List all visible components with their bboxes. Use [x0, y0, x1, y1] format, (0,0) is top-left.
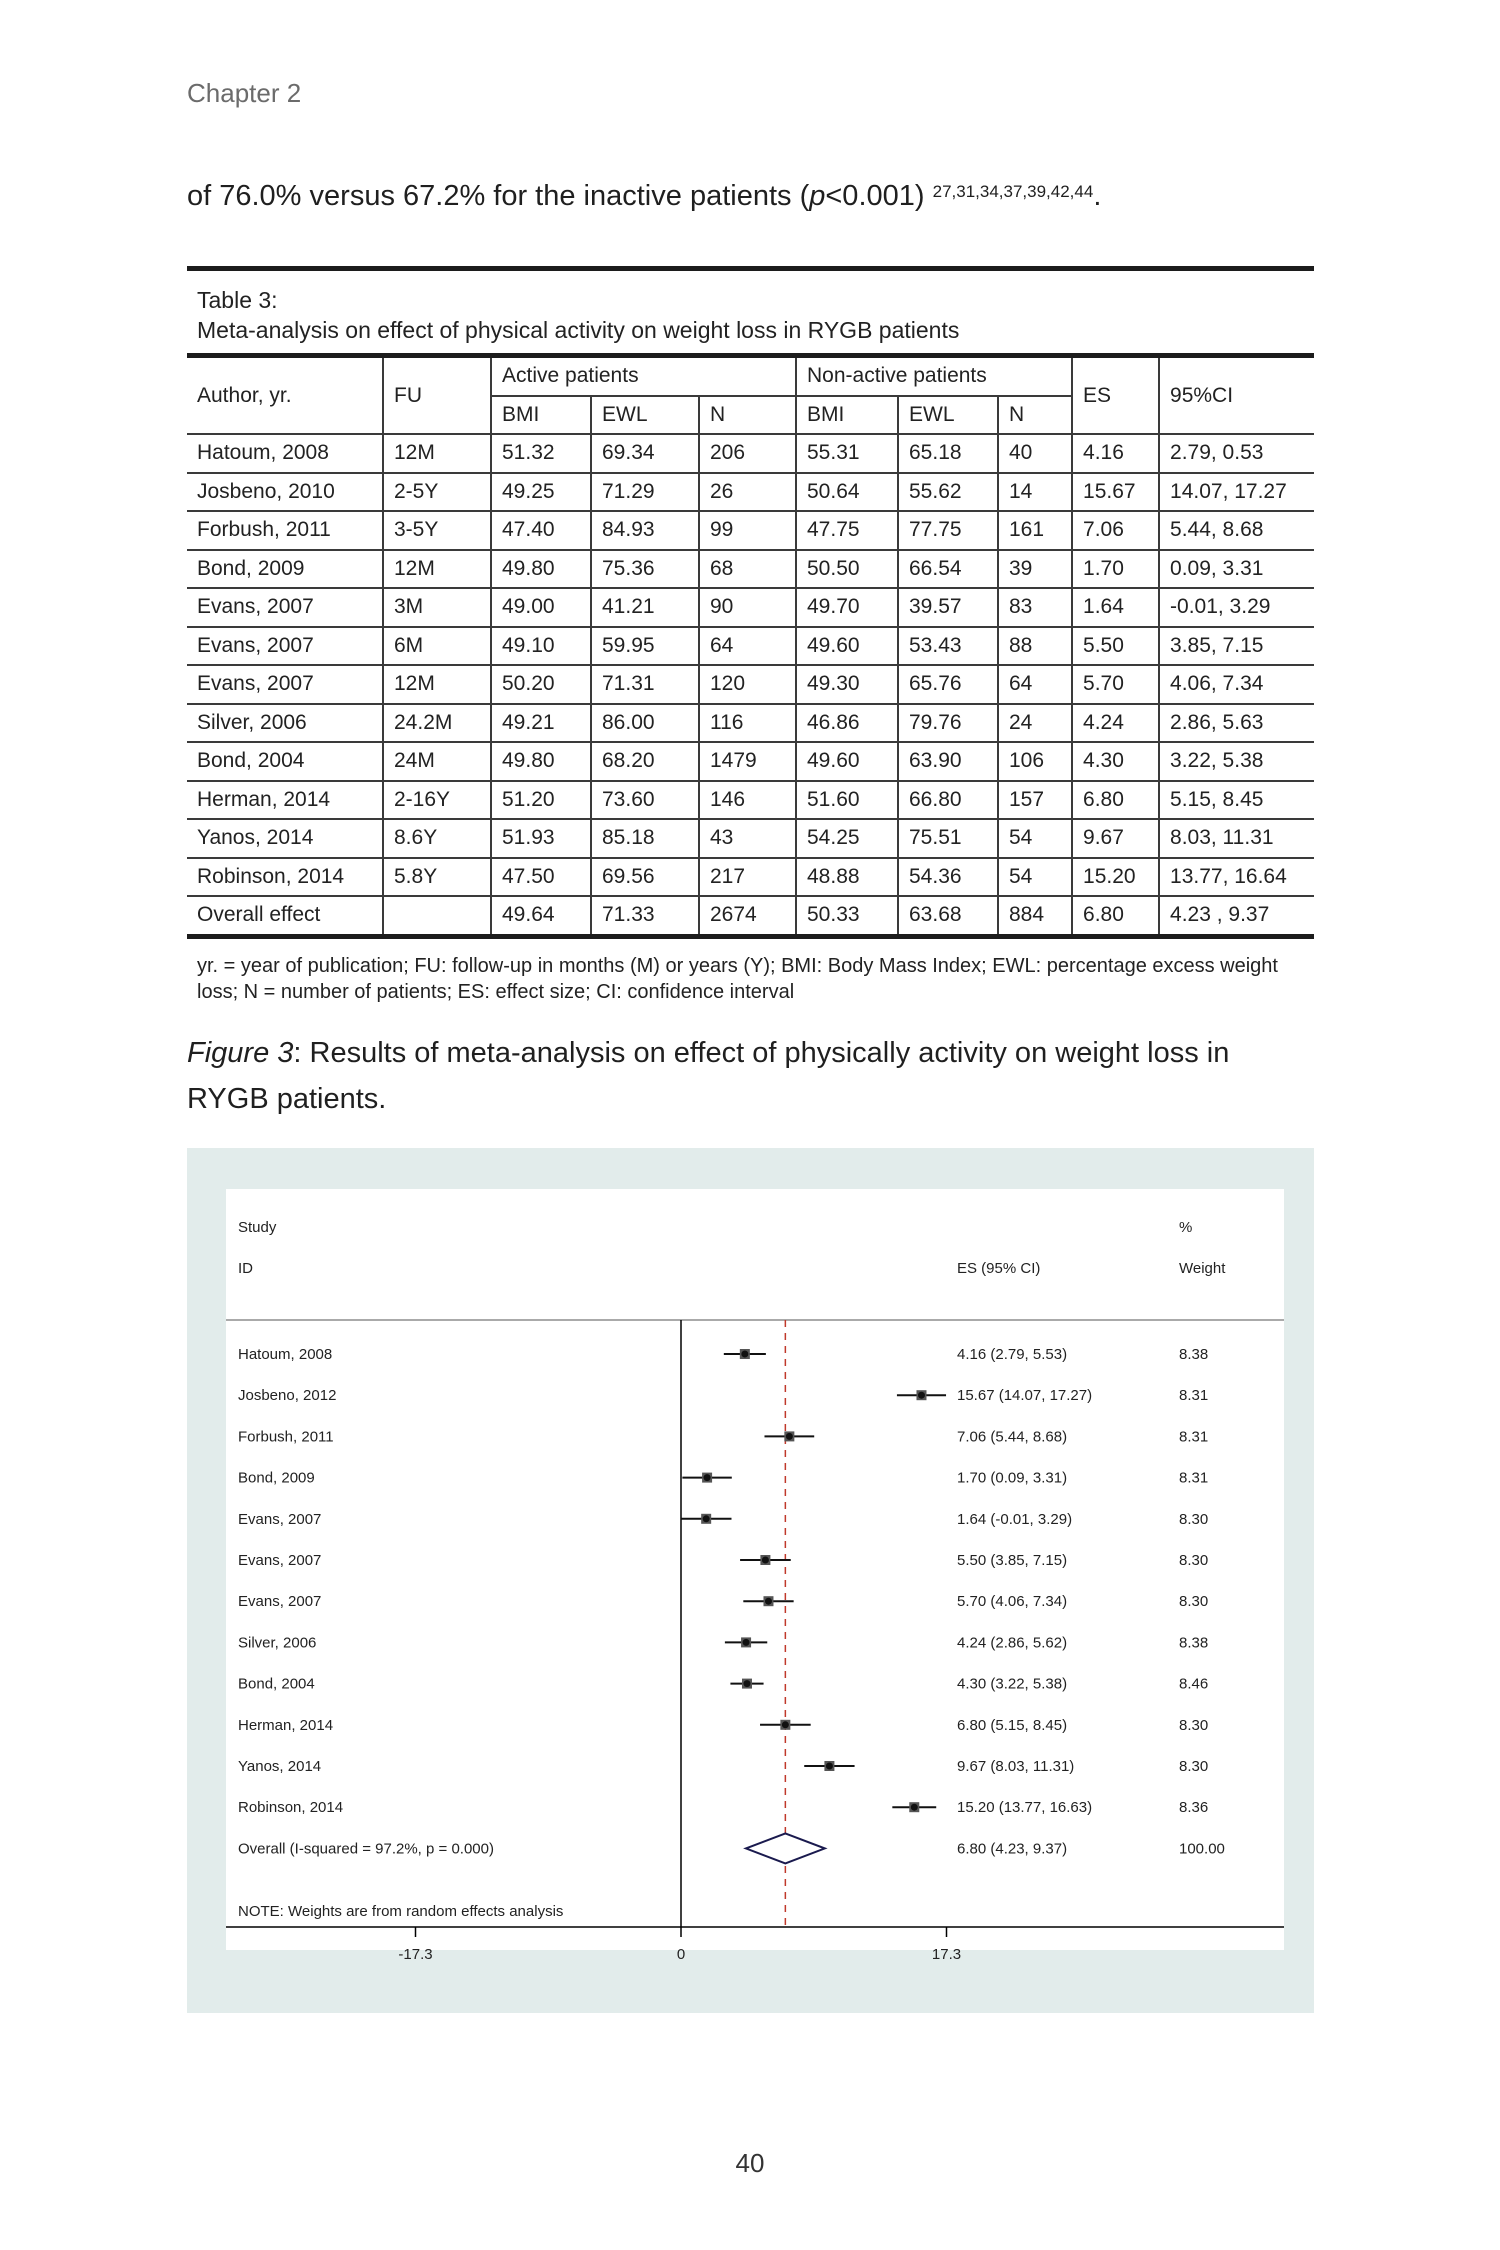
table-row: [187, 434, 1314, 473]
intro-p-italic: p: [809, 180, 826, 212]
cell-fu: 3M: [383, 588, 491, 627]
cell-es: 15.67: [1072, 473, 1159, 512]
cell-active-ewl: 75.36: [591, 550, 699, 589]
cell-nonactive-ewl: 66.80: [898, 781, 998, 820]
cell-ci: 3.22, 5.38: [1159, 742, 1314, 781]
cell-fu: 8.6Y: [383, 819, 491, 858]
cell-nonactive-bmi: 49.60: [796, 742, 898, 781]
study-point: [826, 1763, 833, 1770]
study-weight: 8.31: [1179, 1428, 1209, 1446]
forest-plot-svg: [226, 1189, 1284, 1963]
cell-es: 5.50: [1072, 627, 1159, 666]
study-label: Hatoum, 2008: [238, 1346, 333, 1363]
cell-fu: 2-16Y: [383, 781, 491, 820]
cell-ci: -0.01, 3.29: [1159, 588, 1314, 627]
cell-active-bmi: 51.20: [491, 781, 591, 820]
cell-active-n: 1479: [699, 742, 796, 781]
cell-active-ewl: 71.31: [591, 665, 699, 704]
cell-nonactive-n: 88: [998, 627, 1072, 666]
header-es-ci: ES (95% CI): [957, 1260, 1041, 1277]
table-row: [187, 781, 1314, 820]
header-weight: Weight: [1179, 1260, 1226, 1277]
cell-nonactive-ewl: 65.18: [898, 434, 998, 473]
table-title: [187, 271, 1314, 353]
cell-active-n: 26: [699, 473, 796, 512]
study-point: [743, 1680, 750, 1687]
cell-active-ewl: 69.56: [591, 858, 699, 897]
cell-nonactive-ewl: 55.62: [898, 473, 998, 512]
cell-active-ewl: 59.95: [591, 627, 699, 666]
table-footnote: yr. = year of publication; FU: follow-up in months (M) or years (Y); BMI: Body Mass Index; EWL: percentage excess weight loss; N = number of patients; ES: effect size; CI: confidence interval: [197, 954, 1278, 1003]
cell-ci: 2.79, 0.53: [1159, 434, 1314, 473]
cell-ci: 4.23 , 9.37: [1159, 896, 1314, 936]
header-nonactive: Non-active patients: [796, 356, 1072, 396]
study-label: Evans, 2007: [238, 1593, 322, 1611]
figure-caption-text: : Results of meta-analysis on effect of physically activity on weight loss in RYGB patients.: [187, 1037, 1230, 1115]
forest-plot-panel: [187, 1148, 1314, 2013]
cell-fu: 12M: [383, 434, 491, 473]
cell-es: 4.30: [1072, 742, 1159, 781]
cell-active-ewl: 41.21: [591, 588, 699, 627]
study-es-text: 5.50 (3.85, 7.15): [957, 1552, 1068, 1569]
study-weight: 8.30: [1179, 1510, 1209, 1528]
table-row: [187, 627, 1314, 666]
study-point: [782, 1721, 789, 1728]
cell-fu: 5.8Y: [383, 858, 491, 897]
x-tick-label: 0: [676, 1946, 686, 1963]
data-table: [187, 353, 1314, 939]
table-row: [187, 511, 1314, 550]
cell-nonactive-bmi: 47.75: [796, 511, 898, 550]
cell-nonactive-n: 54: [998, 858, 1072, 897]
header-nonactive-ewl: EWL: [898, 396, 998, 435]
table-row: [187, 742, 1314, 781]
header-es: ES: [1072, 356, 1159, 435]
cell-es: 7.06: [1072, 511, 1159, 550]
page-header: Chapter 2: [187, 78, 302, 108]
cell-nonactive-n: 39: [998, 550, 1072, 589]
cell-nonactive-bmi: 50.50: [796, 550, 898, 589]
intro-text: of 76.0% versus 67.2% for the inactive patients (: [187, 180, 810, 212]
cell-es: 15.20: [1072, 858, 1159, 897]
intro-end: .: [1093, 180, 1102, 212]
cell-active-n: 116: [699, 704, 796, 743]
cell-nonactive-ewl: 39.57: [898, 588, 998, 627]
cell-es: 5.70: [1072, 665, 1159, 704]
study-label: Silver, 2006: [238, 1634, 317, 1652]
cell-active-ewl: 71.29: [591, 473, 699, 512]
cell-active-n: 43: [699, 819, 796, 858]
table-title-line1: Table 3:: [197, 287, 278, 313]
study-point: [762, 1557, 769, 1564]
header-id: ID: [238, 1260, 253, 1277]
cell-nonactive-n: 40: [998, 434, 1072, 473]
study-es-text: 6.80 (5.15, 8.45): [957, 1716, 1068, 1734]
cell-nonactive-ewl: 79.76: [898, 704, 998, 743]
cell-nonactive-bmi: 54.25: [796, 819, 898, 858]
study-point: [765, 1598, 772, 1605]
cell-active-bmi: 47.50: [491, 858, 591, 897]
cell-nonactive-bmi: 49.30: [796, 665, 898, 704]
cell-fu: 2-5Y: [383, 473, 491, 512]
table-row: [187, 896, 1314, 936]
cell-nonactive-bmi: 55.31: [796, 434, 898, 473]
cell-active-n: 217: [699, 858, 796, 897]
cell-active-ewl: 85.18: [591, 819, 699, 858]
study-weight: 8.38: [1179, 1634, 1209, 1652]
study-es-text: 9.67 (8.03, 11.31): [957, 1758, 1075, 1775]
intro-rest: <0.001): [825, 180, 933, 212]
header-ci: 95%CI: [1159, 356, 1314, 435]
intro-sentence: [187, 180, 1101, 213]
cell-author: Evans, 2007: [187, 588, 383, 627]
cell-active-n: 90: [699, 588, 796, 627]
table-body: [187, 434, 1314, 936]
header-nonactive-bmi: BMI: [796, 396, 898, 435]
header-nonactive-n: N: [998, 396, 1072, 435]
cell-active-bmi: 49.00: [491, 588, 591, 627]
study-weight: 8.36: [1179, 1799, 1209, 1817]
table-3: [187, 266, 1314, 1005]
cell-ci: 5.15, 8.45: [1159, 781, 1314, 820]
cell-active-ewl: 84.93: [591, 511, 699, 550]
cell-author: Overall effect: [187, 896, 383, 936]
cell-nonactive-bmi: 50.64: [796, 473, 898, 512]
cell-nonactive-bmi: 51.60: [796, 781, 898, 820]
forest-plot: [226, 1189, 1284, 1963]
overall-label: Overall (I-squared = 97.2%, p = 0.000): [238, 1840, 494, 1858]
cell-active-bmi: 51.32: [491, 434, 591, 473]
cell-author: Yanos, 2014: [187, 819, 383, 858]
cell-active-n: 99: [699, 511, 796, 550]
header-active: Active patients: [491, 356, 796, 396]
table-row: [187, 473, 1314, 512]
cell-nonactive-n: 14: [998, 473, 1072, 512]
cell-ci: 0.09, 3.31: [1159, 550, 1314, 589]
cell-author: Evans, 2007: [187, 627, 383, 666]
table-row: [187, 858, 1314, 897]
cell-es: 6.80: [1072, 781, 1159, 820]
study-label: Bond, 2009: [238, 1469, 315, 1487]
study-label: Forbush, 2011: [238, 1428, 334, 1446]
header-active-n: N: [699, 396, 796, 435]
study-point: [741, 1351, 748, 1358]
table-title-line2: Meta-analysis on effect of physical activity on weight loss in RYGB patients: [197, 317, 960, 343]
cell-ci: 5.44, 8.68: [1159, 511, 1314, 550]
cell-author: Robinson, 2014: [187, 858, 383, 897]
table-row: [187, 550, 1314, 589]
cell-nonactive-ewl: 66.54: [898, 550, 998, 589]
cell-nonactive-ewl: 65.76: [898, 665, 998, 704]
x-tick-label: 17.3: [931, 1946, 962, 1963]
cell-author: Evans, 2007: [187, 665, 383, 704]
cell-active-n: 64: [699, 627, 796, 666]
cell-nonactive-n: 161: [998, 511, 1072, 550]
study-es-text: 7.06 (5.44, 8.68): [957, 1428, 1068, 1446]
cell-nonactive-n: 64: [998, 665, 1072, 704]
study-weight: 8.30: [1179, 1552, 1209, 1569]
figure-caption-label: Figure 3: [187, 1037, 294, 1069]
cell-nonactive-ewl: 77.75: [898, 511, 998, 550]
x-tick-label: -17.3: [398, 1946, 433, 1963]
study-point: [703, 1515, 710, 1522]
study-weight: 8.30: [1179, 1758, 1209, 1775]
study-weight: 8.31: [1179, 1469, 1209, 1487]
cell-nonactive-ewl: 54.36: [898, 858, 998, 897]
cell-author: Silver, 2006: [187, 704, 383, 743]
study-weight: 8.30: [1179, 1593, 1209, 1611]
weights-note: NOTE: Weights are from random effects analysis: [238, 1903, 564, 1920]
cell-active-bmi: 49.80: [491, 742, 591, 781]
overall-weight: 100.00: [1179, 1840, 1225, 1858]
study-weight: 8.31: [1179, 1387, 1209, 1405]
table-row: [187, 819, 1314, 858]
cell-active-bmi: 49.25: [491, 473, 591, 512]
study-point: [918, 1392, 925, 1399]
cell-es: 4.24: [1072, 704, 1159, 743]
cell-ci: 13.77, 16.64: [1159, 858, 1314, 897]
cell-ci: 8.03, 11.31: [1159, 819, 1314, 858]
cell-nonactive-n: 157: [998, 781, 1072, 820]
study-weight: 8.38: [1179, 1346, 1209, 1363]
cell-nonactive-n: 24: [998, 704, 1072, 743]
figure-caption: [187, 1030, 1317, 1122]
cell-active-ewl: 71.33: [591, 896, 699, 936]
cell-ci: 14.07, 17.27: [1159, 473, 1314, 512]
header-active-bmi: BMI: [491, 396, 591, 435]
cell-nonactive-n: 884: [998, 896, 1072, 936]
cell-active-ewl: 73.60: [591, 781, 699, 820]
cell-author: Bond, 2009: [187, 550, 383, 589]
cell-active-ewl: 68.20: [591, 742, 699, 781]
cell-active-n: 146: [699, 781, 796, 820]
cell-nonactive-n: 83: [998, 588, 1072, 627]
header-percent: %: [1179, 1219, 1193, 1236]
cell-fu: 24M: [383, 742, 491, 781]
study-es-text: 5.70 (4.06, 7.34): [957, 1593, 1068, 1611]
cell-nonactive-ewl: 75.51: [898, 819, 998, 858]
study-label: Josbeno, 2012: [238, 1387, 337, 1405]
cell-nonactive-bmi: 49.60: [796, 627, 898, 666]
cell-active-bmi: 50.20: [491, 665, 591, 704]
study-weight: 8.30: [1179, 1716, 1209, 1734]
study-es-text: 1.70 (0.09, 3.31): [957, 1469, 1068, 1487]
cell-author: Josbeno, 2010: [187, 473, 383, 512]
cell-es: 4.16: [1072, 434, 1159, 473]
cell-author: Hatoum, 2008: [187, 434, 383, 473]
study-es-text: 1.64 (-0.01, 3.29): [957, 1510, 1073, 1528]
cell-nonactive-ewl: 63.68: [898, 896, 998, 936]
header-study: Study: [238, 1219, 277, 1236]
cell-fu: [383, 896, 491, 936]
cell-author: Forbush, 2011: [187, 511, 383, 550]
study-point: [786, 1433, 793, 1440]
cell-nonactive-ewl: 63.90: [898, 742, 998, 781]
cell-es: 1.64: [1072, 588, 1159, 627]
study-es-text: 15.67 (14.07, 17.27): [957, 1387, 1093, 1405]
study-label: Evans, 2007: [238, 1552, 322, 1569]
study-point: [743, 1639, 750, 1646]
study-es-text: 4.16 (2.79, 5.53): [957, 1346, 1068, 1363]
cell-es: 6.80: [1072, 896, 1159, 936]
cell-ci: 4.06, 7.34: [1159, 665, 1314, 704]
study-point: [704, 1474, 711, 1481]
table-row: [187, 588, 1314, 627]
study-es-text: 15.20 (13.77, 16.63): [957, 1799, 1093, 1817]
cell-active-ewl: 86.00: [591, 704, 699, 743]
cell-es: 9.67: [1072, 819, 1159, 858]
cell-active-n: 68: [699, 550, 796, 589]
study-label: Evans, 2007: [238, 1510, 322, 1528]
cell-author: Bond, 2004: [187, 742, 383, 781]
table-row: [187, 704, 1314, 743]
study-weight: 8.46: [1179, 1675, 1209, 1693]
cell-active-n: 206: [699, 434, 796, 473]
cell-nonactive-n: 54: [998, 819, 1072, 858]
cell-nonactive-bmi: 46.86: [796, 704, 898, 743]
header-fu: FU: [383, 356, 491, 435]
cell-fu: 3-5Y: [383, 511, 491, 550]
cell-es: 1.70: [1072, 550, 1159, 589]
cell-ci: 2.86, 5.63: [1159, 704, 1314, 743]
cell-nonactive-bmi: 48.88: [796, 858, 898, 897]
cell-nonactive-bmi: 49.70: [796, 588, 898, 627]
cell-active-bmi: 47.40: [491, 511, 591, 550]
cell-active-bmi: 49.80: [491, 550, 591, 589]
overall-es-text: 6.80 (4.23, 9.37): [957, 1840, 1068, 1858]
cell-ci: 3.85, 7.15: [1159, 627, 1314, 666]
cell-fu: 6M: [383, 627, 491, 666]
study-point: [911, 1804, 918, 1811]
cell-nonactive-n: 106: [998, 742, 1072, 781]
page-number: 40: [735, 2148, 765, 2178]
study-es-text: 4.30 (3.22, 5.38): [957, 1675, 1068, 1693]
header-active-ewl: EWL: [591, 396, 699, 435]
cell-active-bmi: 49.64: [491, 896, 591, 936]
cell-nonactive-bmi: 50.33: [796, 896, 898, 936]
cell-fu: 12M: [383, 550, 491, 589]
cell-active-bmi: 51.93: [491, 819, 591, 858]
cell-nonactive-ewl: 53.43: [898, 627, 998, 666]
cell-fu: 24.2M: [383, 704, 491, 743]
cell-author: Herman, 2014: [187, 781, 383, 820]
study-label: Robinson, 2014: [238, 1799, 344, 1817]
cell-active-bmi: 49.21: [491, 704, 591, 743]
study-label: Herman, 2014: [238, 1716, 334, 1734]
study-es-text: 4.24 (2.86, 5.62): [957, 1634, 1068, 1652]
header-author: Author, yr.: [187, 356, 383, 435]
study-label: Yanos, 2014: [238, 1758, 322, 1775]
cell-active-n: 120: [699, 665, 796, 704]
cell-active-ewl: 69.34: [591, 434, 699, 473]
overall-diamond: [746, 1833, 825, 1863]
cell-active-bmi: 49.10: [491, 627, 591, 666]
cell-fu: 12M: [383, 665, 491, 704]
study-label: Bond, 2004: [238, 1675, 315, 1693]
table-row: [187, 665, 1314, 704]
cell-active-n: 2674: [699, 896, 796, 936]
intro-references: 27,31,34,37,39,42,44: [932, 182, 1094, 201]
